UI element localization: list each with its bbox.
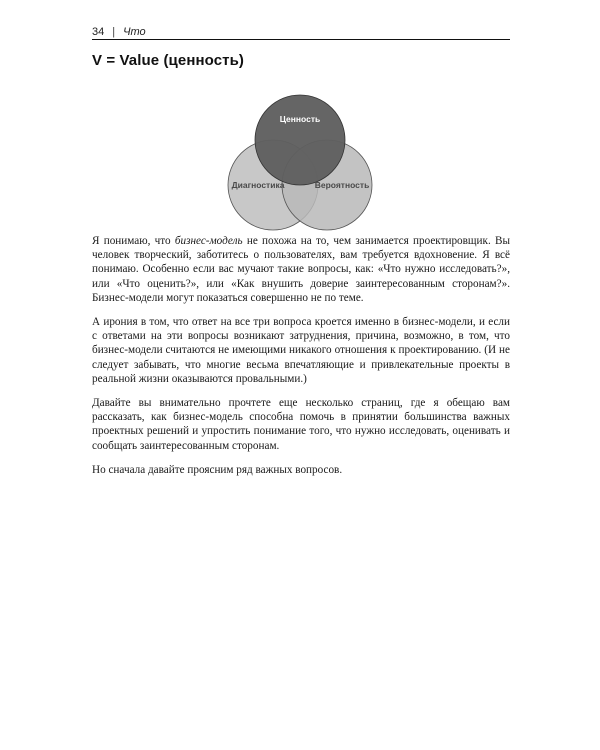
- venn-circle-tsennost: [255, 95, 345, 185]
- paragraph: Но сначала давайте проясним ряд важных вопросов.: [92, 463, 343, 476]
- paragraph: А ирония в том, что ответ на все три вопроса кроется именно в бизнес-модели, и если с ответами на эти вопросы возникают затруднения, причина, возможно, в том, что бизнес-модели считаются не имеющими никакого отношения к проектированию. (И не следует забывать, что многие весьма впечатляющие и привлекательные проекты в реальной жизни оказываются провальными.): [92, 316, 510, 385]
- running-header: [92, 24, 510, 40]
- emphasized-term: бизнес-модель: [174, 235, 243, 247]
- venn-label-tsennost: Ценность: [279, 114, 321, 124]
- chapter-title: Что: [123, 26, 146, 38]
- paragraph-text: не похожа на то, чем занимается проектировщик. Вы человек творческий, заботитесь о пользователях, вам требуется вдохновение. Я всё понимаю. Особенно если вас мучают такие вопросы, как: «Что нужно исследовать?», или «Что оценить?», или «Как внушить доверие заинтересованным сторонам?». Бизнес-модели могут показаться совершенно не по теме.: [92, 235, 510, 304]
- paragraph: Давайте вы внимательно прочтете еще несколько страниц, где я обещаю вам рассказать, как бизнес-модель способна помочь в принятии большинства важных проектных решений и упростить понимание того, что нужно исследовать, оценивать и сообщать заинтересованным сторонам.: [92, 397, 510, 452]
- venn-label-diagnostika: Диагностика: [231, 180, 285, 190]
- paragraph-text: Я понимаю, что: [92, 235, 175, 247]
- section-title: V = Value (ценность): [92, 52, 245, 69]
- paragraph: [92, 234, 510, 305]
- venn-diagram: [200, 78, 400, 238]
- header-rule: [92, 39, 510, 40]
- page-number: 34: [92, 26, 105, 38]
- header-separator: |: [112, 26, 116, 38]
- body-text: [92, 234, 510, 487]
- venn-label-veroyatnost: Вероятность: [314, 180, 370, 190]
